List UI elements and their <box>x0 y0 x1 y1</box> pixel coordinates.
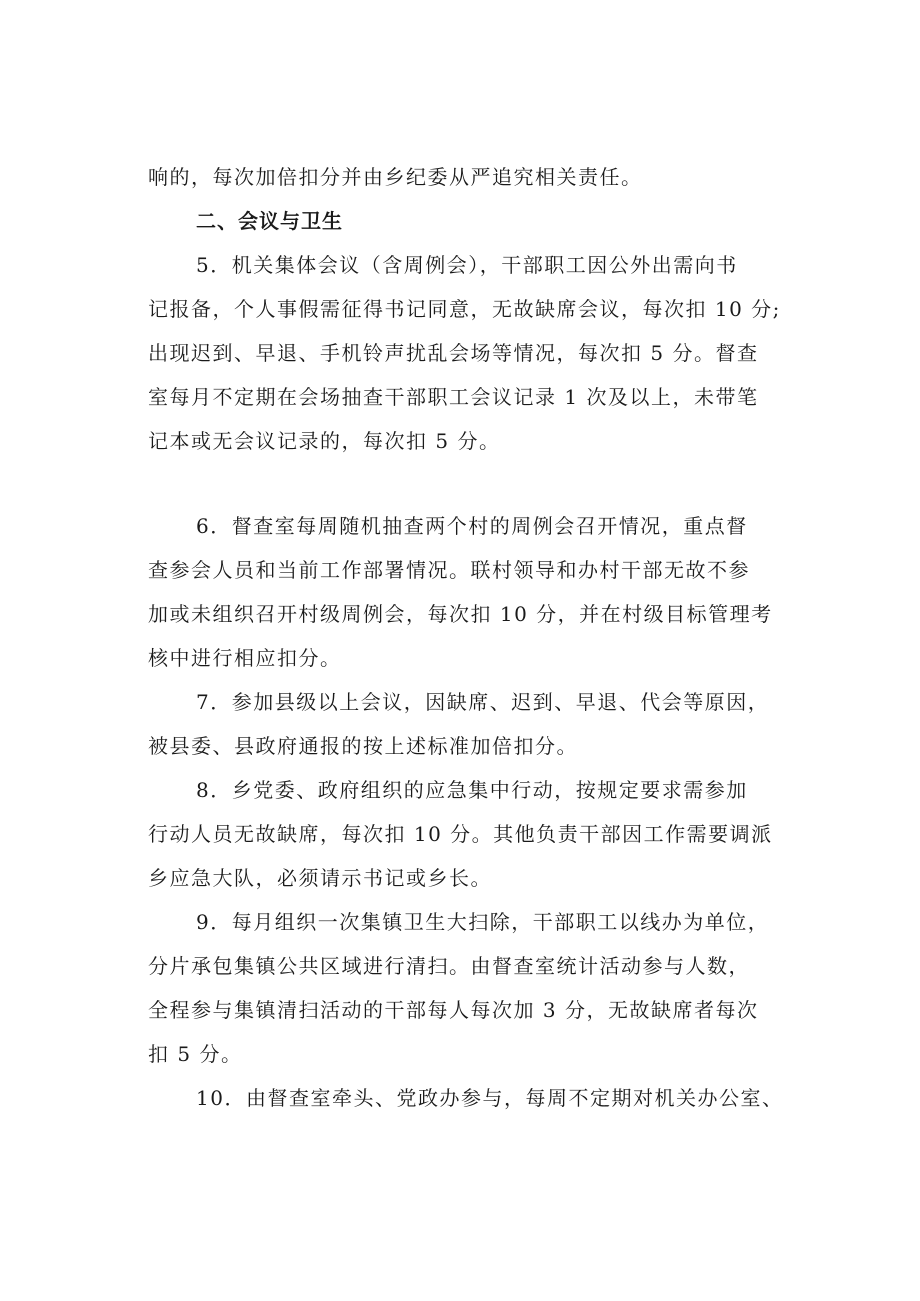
paragraph-line: 6．督查室每周随机抽查两个村的周例会召开情况，重点督 <box>196 514 748 538</box>
paragraph-line: 10．由督查室牵头、党政办参与，每周不定期对机关办公室、 <box>196 1086 784 1110</box>
paragraph-line: 行动人员无故缺席，每次扣 10 分。其他负责干部因工作需要调派 <box>148 822 773 846</box>
paragraph-line: 室每月不定期在会场抽查干部职工会议记录 1 次及以上，未带笔 <box>148 385 759 409</box>
paragraph-line: 记报备，个人事假需征得书记同意，无故缺席会议，每次扣 10 分; <box>148 297 781 321</box>
paragraph-line: 出现迟到、早退、手机铃声扰乱会场等情况，每次扣 5 分。督查 <box>148 341 759 365</box>
paragraph-line: 查参会人员和当前工作部署情况。联村领导和办村干部无故不参 <box>148 558 750 582</box>
paragraph-line: 分片承包集镇公共区域进行清扫。由督查室统计活动参与人数， <box>148 954 750 978</box>
paragraph-line: 5．机关集体会议（含周例会），干部职工因公外出需向书 <box>196 253 738 277</box>
paragraph-line: 全程参与集镇清扫活动的干部每人每次加 3 分，无故缺席者每次 <box>148 998 759 1022</box>
paragraph-line: 加或未组织召开村级周例会，每次扣 10 分，并在村级目标管理考 <box>148 602 773 626</box>
paragraph-line: 被县委、县政府通报的按上述标准加倍扣分。 <box>148 734 578 758</box>
paragraph-line: 记本或无会议记录的，每次扣 5 分。 <box>148 429 501 453</box>
paragraph-line: 乡应急大队，必须请示书记或乡长。 <box>148 866 492 890</box>
paragraph-line: 7．参加县级以上会议，因缺席、迟到、早退、代会等原因， <box>196 690 770 714</box>
paragraph-line: 9．每月组织一次集镇卫生大扫除，干部职工以线办为单位， <box>196 910 770 934</box>
paragraph-line: 8．乡党委、政府组织的应急集中行动，按规定要求需参加 <box>196 778 748 802</box>
paragraph-line: 核中进行相应扣分。 <box>148 646 342 670</box>
paragraph-line: 响的，每次加倍扣分并由乡纪委从严追究相关责任。 <box>148 165 643 189</box>
paragraph-line: 扣 5 分。 <box>148 1042 243 1066</box>
section-heading: 二、会议与卫生 <box>196 209 343 233</box>
